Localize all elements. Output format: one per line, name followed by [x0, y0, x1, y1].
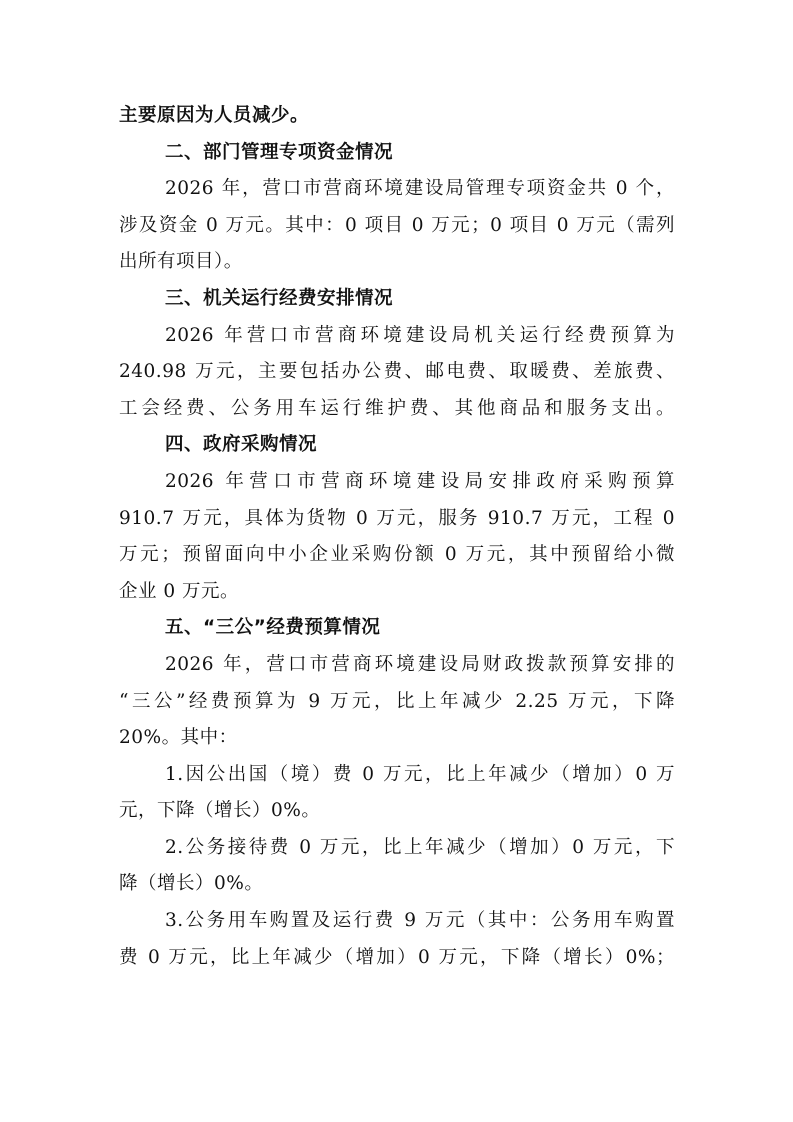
- paragraph-line: 240.98 万元，主要包括办公费、邮电费、取暖费、差旅费、: [119, 361, 675, 383]
- paragraph-line: 20%。其中：: [119, 727, 238, 749]
- paragraph-line: 1.因公出国（境）费 0 万元，比上年减少（增加）0 万: [165, 763, 675, 785]
- paragraph-line: 2026 年营口市营商环境建设局机关运行经费预算为: [165, 324, 675, 346]
- paragraph-line: 出所有项目）。: [119, 251, 243, 273]
- paragraph-line: 2026 年营口市营商环境建设局安排政府采购预算: [165, 470, 675, 492]
- section-heading: 二、部门管理专项资金情况: [165, 141, 394, 163]
- paragraph-line: 元，下降（增长）0%。: [119, 800, 321, 822]
- paragraph-line: 910.7 万元，具体为货物 0 万元，服务 910.7 万元，工程 0: [119, 507, 675, 529]
- paragraph-line: 2026 年，营口市营商环境建设局财政拨款预算安排的: [165, 653, 675, 675]
- paragraph-line: 万元；预留面向中小企业采购份额 0 万元，其中预留给小微: [119, 544, 675, 566]
- paragraph-line: 2026 年，营口市营商环境建设局管理专项资金共 0 个，: [165, 178, 675, 200]
- paragraph-line: “三公”经费预算为 9 万元，比上年减少 2.25 万元，下降: [119, 690, 675, 712]
- section-heading: 四、政府采购情况: [165, 434, 318, 456]
- paragraph-line: 3.公务用车购置及运行费 9 万元（其中：公务用车购置: [165, 910, 675, 932]
- section-heading: 主要原因为人员减少。: [119, 105, 310, 126]
- section-heading: 三、机关运行经费安排情况: [165, 287, 394, 309]
- document-page: [119, 98, 675, 976]
- paragraph-line: 涉及资金 0 万元。其中：0 项目 0 万元；0 项目 0 万元（需列: [119, 214, 675, 236]
- section-heading: 五、“三公”经费预算情况: [165, 617, 381, 639]
- paragraph-line: 费 0 万元，比上年减少（增加）0 万元，下降（增长）0%；: [119, 946, 675, 968]
- paragraph-line: 企业 0 万元。: [119, 580, 240, 602]
- paragraph-line: 降（增长）0%。: [119, 873, 264, 895]
- paragraph-line: 工会经费、公务用车运行维护费、其他商品和服务支出。: [119, 397, 675, 419]
- paragraph-line: 2.公务接待费 0 万元，比上年减少（增加）0 万元，下: [165, 836, 675, 858]
